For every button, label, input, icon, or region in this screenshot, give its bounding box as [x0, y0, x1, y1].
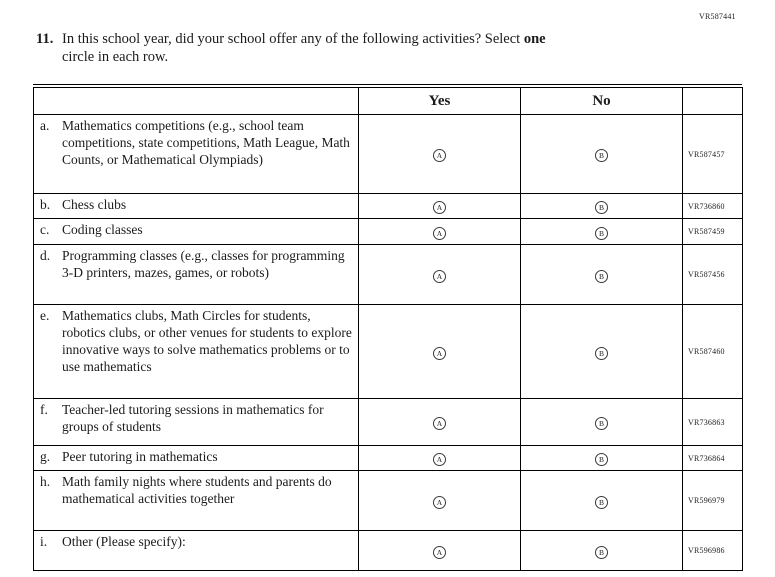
activity-text: Mathematics competitions (e.g., school team competitions, state competitions, Math League, Math Counts, or Mathematical Olympiads)	[62, 118, 350, 167]
row-code: VR596979	[683, 471, 743, 531]
yes-cell	[359, 245, 521, 305]
yes-option-bubble[interactable]	[433, 546, 446, 559]
yes-cell	[359, 194, 521, 219]
row-letter: f.	[40, 402, 48, 417]
activity-text: Coding classes	[62, 222, 143, 237]
activity-cell	[34, 245, 359, 305]
no-option-bubble[interactable]	[595, 270, 608, 283]
header-activity-blank	[34, 88, 359, 115]
no-option-bubble[interactable]	[595, 417, 608, 430]
bubble-glyph: B	[598, 203, 604, 212]
bubble-glyph: A	[436, 497, 443, 507]
bubble-glyph: A	[436, 547, 443, 557]
yes-cell	[359, 399, 521, 446]
no-option-bubble[interactable]	[595, 201, 608, 214]
row-code: VR736860	[683, 194, 743, 219]
header-row	[34, 88, 743, 115]
bubble-glyph: B	[598, 455, 604, 464]
question-text-part1: In this school year, did your school offer any of the following activities? Select	[62, 31, 524, 47]
bubble-glyph: A	[436, 203, 443, 212]
form-code: VR587441	[699, 12, 736, 21]
activity-cell	[34, 471, 359, 531]
bubble-glyph: A	[436, 348, 443, 358]
row-code: VR587456	[683, 245, 743, 305]
row-letter: b.	[40, 197, 51, 212]
no-option-bubble[interactable]	[595, 347, 608, 360]
row-code: VR587457	[683, 115, 743, 194]
no-option-bubble[interactable]	[595, 546, 608, 559]
question-text	[62, 30, 716, 66]
row-letter: c.	[40, 222, 50, 237]
yes-cell	[359, 219, 521, 245]
header-no: No	[521, 88, 683, 115]
yes-cell	[359, 115, 521, 194]
no-cell	[521, 531, 683, 571]
no-option-bubble[interactable]	[595, 227, 608, 240]
bubble-glyph: A	[436, 419, 443, 428]
row-code: VR587460	[683, 305, 743, 399]
no-cell	[521, 305, 683, 399]
activity-cell	[34, 219, 359, 245]
yes-option-bubble[interactable]	[433, 453, 446, 466]
bubble-glyph: B	[598, 419, 604, 428]
activity-text: Peer tutoring in mathematics	[62, 449, 218, 464]
activity-text: Teacher-led tutoring sessions in mathematics for groups of students	[62, 402, 324, 434]
row-letter: h.	[40, 474, 51, 489]
yes-option-bubble[interactable]	[433, 149, 446, 162]
activity-cell	[34, 446, 359, 471]
no-cell	[521, 399, 683, 446]
yes-cell	[359, 531, 521, 571]
answer-table	[33, 84, 742, 571]
activity-text: Programming classes (e.g., classes for programming 3-D printers, mazes, games, or robots)	[62, 248, 345, 280]
yes-cell	[359, 446, 521, 471]
row-code: VR587459	[683, 219, 743, 245]
bubble-glyph: A	[436, 151, 443, 160]
activity-cell	[34, 399, 359, 446]
activity-text: Math family nights where students and parents do mathematical activities together	[62, 474, 332, 506]
table-row-e	[34, 305, 743, 399]
question-11	[36, 30, 716, 66]
bubble-glyph: B	[598, 151, 604, 160]
table-row-i	[34, 531, 743, 571]
no-option-bubble[interactable]	[595, 496, 608, 509]
table-row-f	[34, 399, 743, 446]
bubble-glyph: B	[598, 497, 604, 507]
no-cell	[521, 446, 683, 471]
row-letter: e.	[40, 308, 50, 323]
row-letter: i.	[40, 534, 48, 549]
bubble-glyph: B	[598, 271, 604, 281]
yes-option-bubble[interactable]	[433, 201, 446, 214]
no-cell	[521, 471, 683, 531]
activity-cell	[34, 194, 359, 219]
question-text-line2: circle in each row.	[62, 49, 169, 65]
table-row-b	[34, 194, 743, 219]
bubble-glyph: A	[436, 271, 443, 281]
bubble-glyph: A	[436, 455, 443, 464]
no-cell	[521, 245, 683, 305]
yes-option-bubble[interactable]	[433, 270, 446, 283]
table-row-g	[34, 446, 743, 471]
row-letter: a.	[40, 118, 50, 133]
table-row-c	[34, 219, 743, 245]
table-row-a	[34, 115, 743, 194]
activity-cell	[34, 115, 359, 194]
header-code-blank	[683, 88, 743, 115]
yes-option-bubble[interactable]	[433, 496, 446, 509]
activity-text: Chess clubs	[62, 197, 127, 212]
row-letter: g.	[40, 449, 51, 464]
header-yes: Yes	[359, 88, 521, 115]
no-cell	[521, 194, 683, 219]
yes-option-bubble[interactable]	[433, 347, 446, 360]
row-code: VR736863	[683, 399, 743, 446]
yes-cell	[359, 305, 521, 399]
bubble-glyph: B	[598, 547, 604, 557]
no-option-bubble[interactable]	[595, 453, 608, 466]
row-letter: d.	[40, 248, 51, 263]
question-number: 11.	[36, 31, 54, 47]
no-cell	[521, 115, 683, 194]
question-bold-word: one	[523, 31, 546, 47]
no-cell	[521, 219, 683, 245]
bubble-glyph: B	[598, 348, 604, 358]
yes-option-bubble[interactable]	[433, 227, 446, 240]
row-code: VR736864	[683, 446, 743, 471]
activity-text: Other (Please specify):	[62, 534, 186, 549]
activity-text: Mathematics clubs, Math Circles for students, robotics clubs, or other venues for students to explore innovative ways to solve mathematics problems or to use mathematics	[62, 308, 352, 374]
bubble-glyph: B	[598, 228, 604, 238]
row-code: VR596986	[683, 531, 743, 571]
activity-cell	[34, 305, 359, 399]
yes-option-bubble[interactable]	[433, 417, 446, 430]
bubble-glyph: A	[436, 228, 443, 238]
no-option-bubble[interactable]	[595, 149, 608, 162]
yes-cell	[359, 471, 521, 531]
table-row-d	[34, 245, 743, 305]
table-row-h	[34, 471, 743, 531]
activity-cell	[34, 531, 359, 571]
